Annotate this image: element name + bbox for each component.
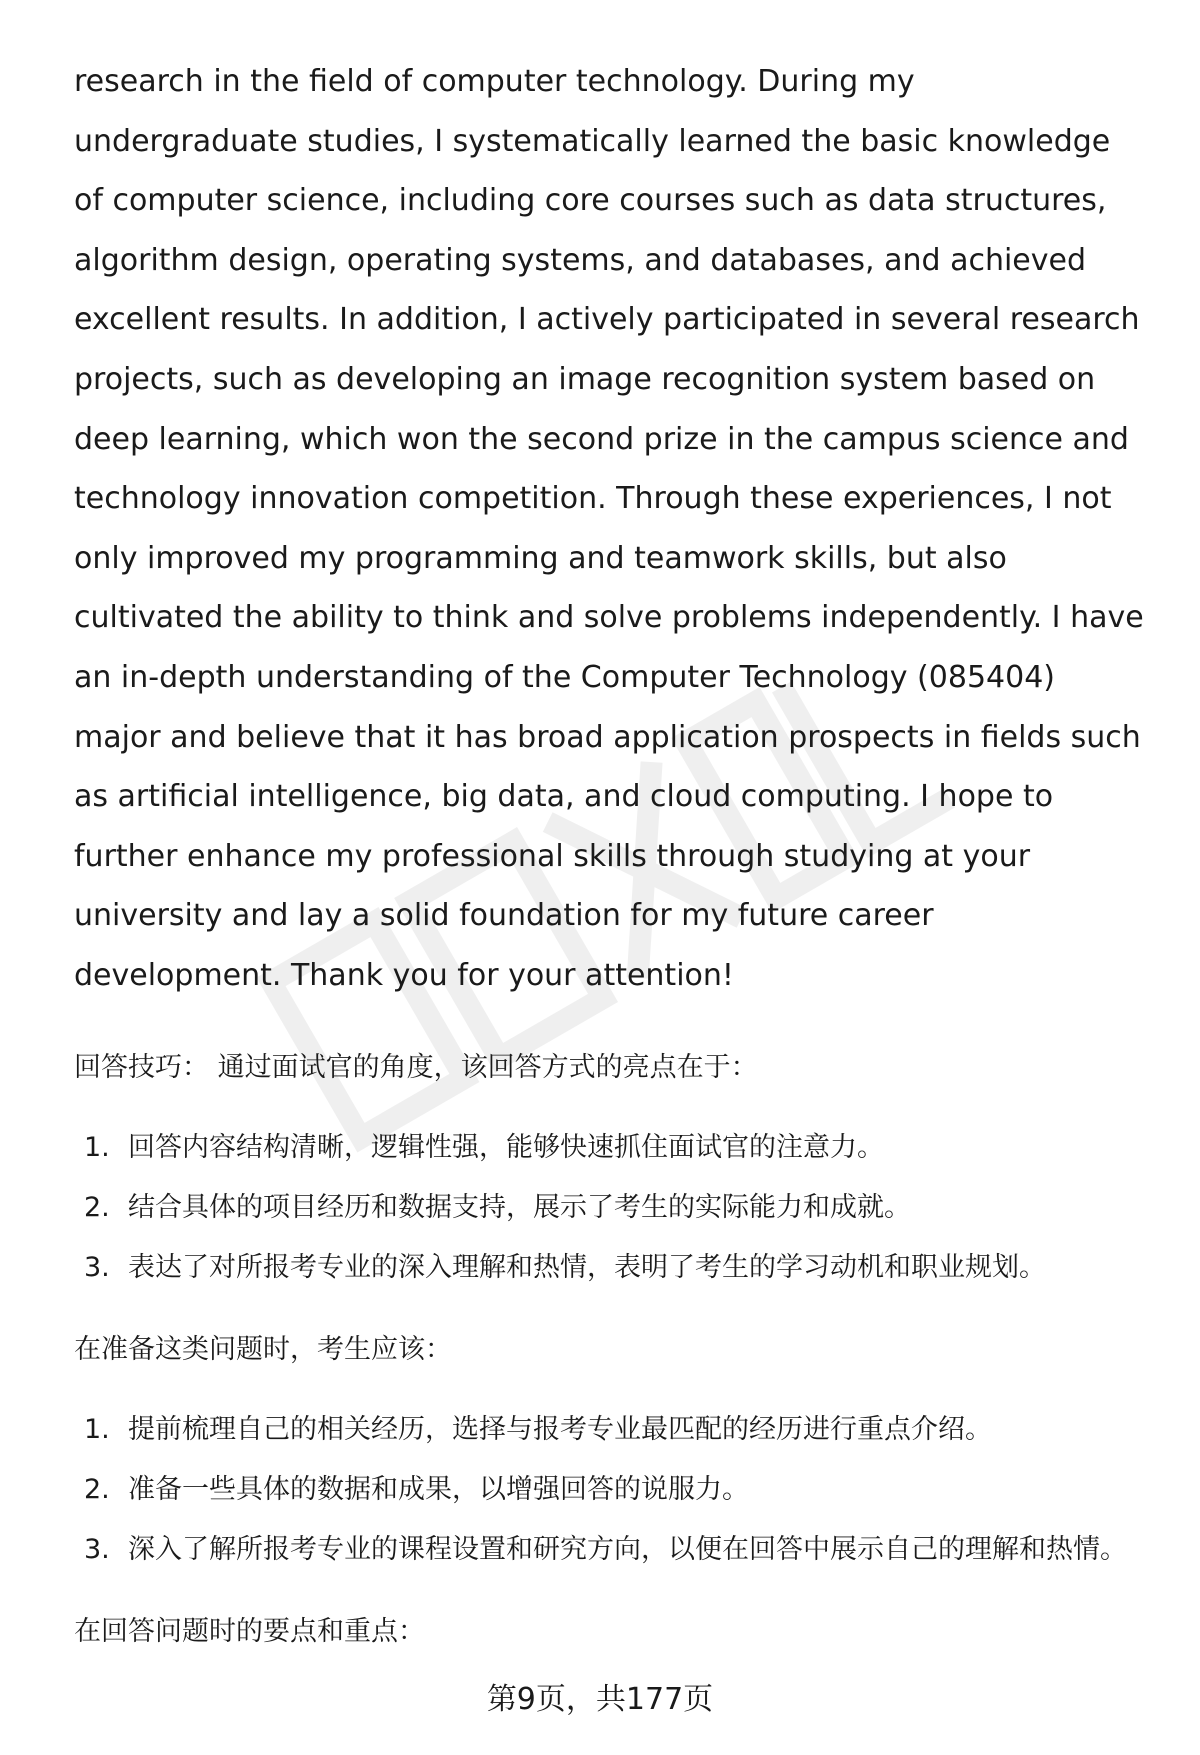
list-number: 1. [84, 1413, 110, 1445]
list-text: 回答内容结构清晰，逻辑性强，能够快速抓住面试官的注意力。 [128, 1131, 884, 1163]
list-item [74, 1178, 1146, 1238]
list-item [74, 1238, 1146, 1298]
list-item [74, 1520, 1146, 1580]
list-number: 3. [84, 1251, 110, 1283]
list-text: 提前梳理自己的相关经历，选择与报考专业最匹配的经历进行重点介绍。 [128, 1413, 992, 1445]
list-number: 2. [84, 1191, 110, 1223]
list-item [74, 1118, 1146, 1178]
list-item [74, 1400, 1146, 1460]
list-number: 1. [84, 1131, 110, 1163]
list-text: 表达了对所报考专业的深入理解和热情，表明了考生的学习动机和职业规划。 [128, 1251, 1046, 1283]
list-number: 3. [84, 1533, 110, 1565]
list-number: 2. [84, 1473, 110, 1505]
list-text: 准备一些具体的数据和成果，以增强回答的说服力。 [128, 1473, 749, 1505]
tips-list [74, 1118, 1146, 1298]
prep-list [74, 1400, 1146, 1580]
list-text: 深入了解所报考专业的课程设置和研究方向，以便在回答中展示自己的理解和热情。 [128, 1533, 1127, 1565]
tips-heading: 回答技巧： 通过面试官的角度，该回答方式的亮点在于： [74, 1051, 758, 1083]
prep-heading: 在准备这类问题时，考生应该： [74, 1333, 452, 1365]
list-text: 结合具体的项目经历和数据支持，展示了考生的实际能力和成就。 [128, 1191, 911, 1223]
list-item [74, 1460, 1146, 1520]
document-content [74, 52, 1146, 1652]
key-points-heading: 在回答问题时的要点和重点： [74, 1615, 425, 1647]
page-number-footer: 第9页，共177页 [486, 1682, 714, 1717]
body-paragraph: research in the field of computer technology. During my undergraduate studies, I systematically learned the basic knowledge of computer science, including core courses such as data structures, algorithm design, operating systems, and databases, and achieved excellent results. In addition, I actively participated in several research projects, such as developing an image recognition system based on deep learning, which won the second prize in the campus science and technology innovation competition. Through these experiences, I not only improved my programming and teamwork skills, but also cultivated the ability to think and solve problems independently. I have an in-depth understanding of the Computer Technology (085404) major and believe that it has broad application prospects in fields such as artificial intelligence, big data, and cloud computing. I hope to further enhance my professional skills through studying at your university and lay a solid foundation for my future career development. Thank you for your attention! [74, 64, 1144, 993]
